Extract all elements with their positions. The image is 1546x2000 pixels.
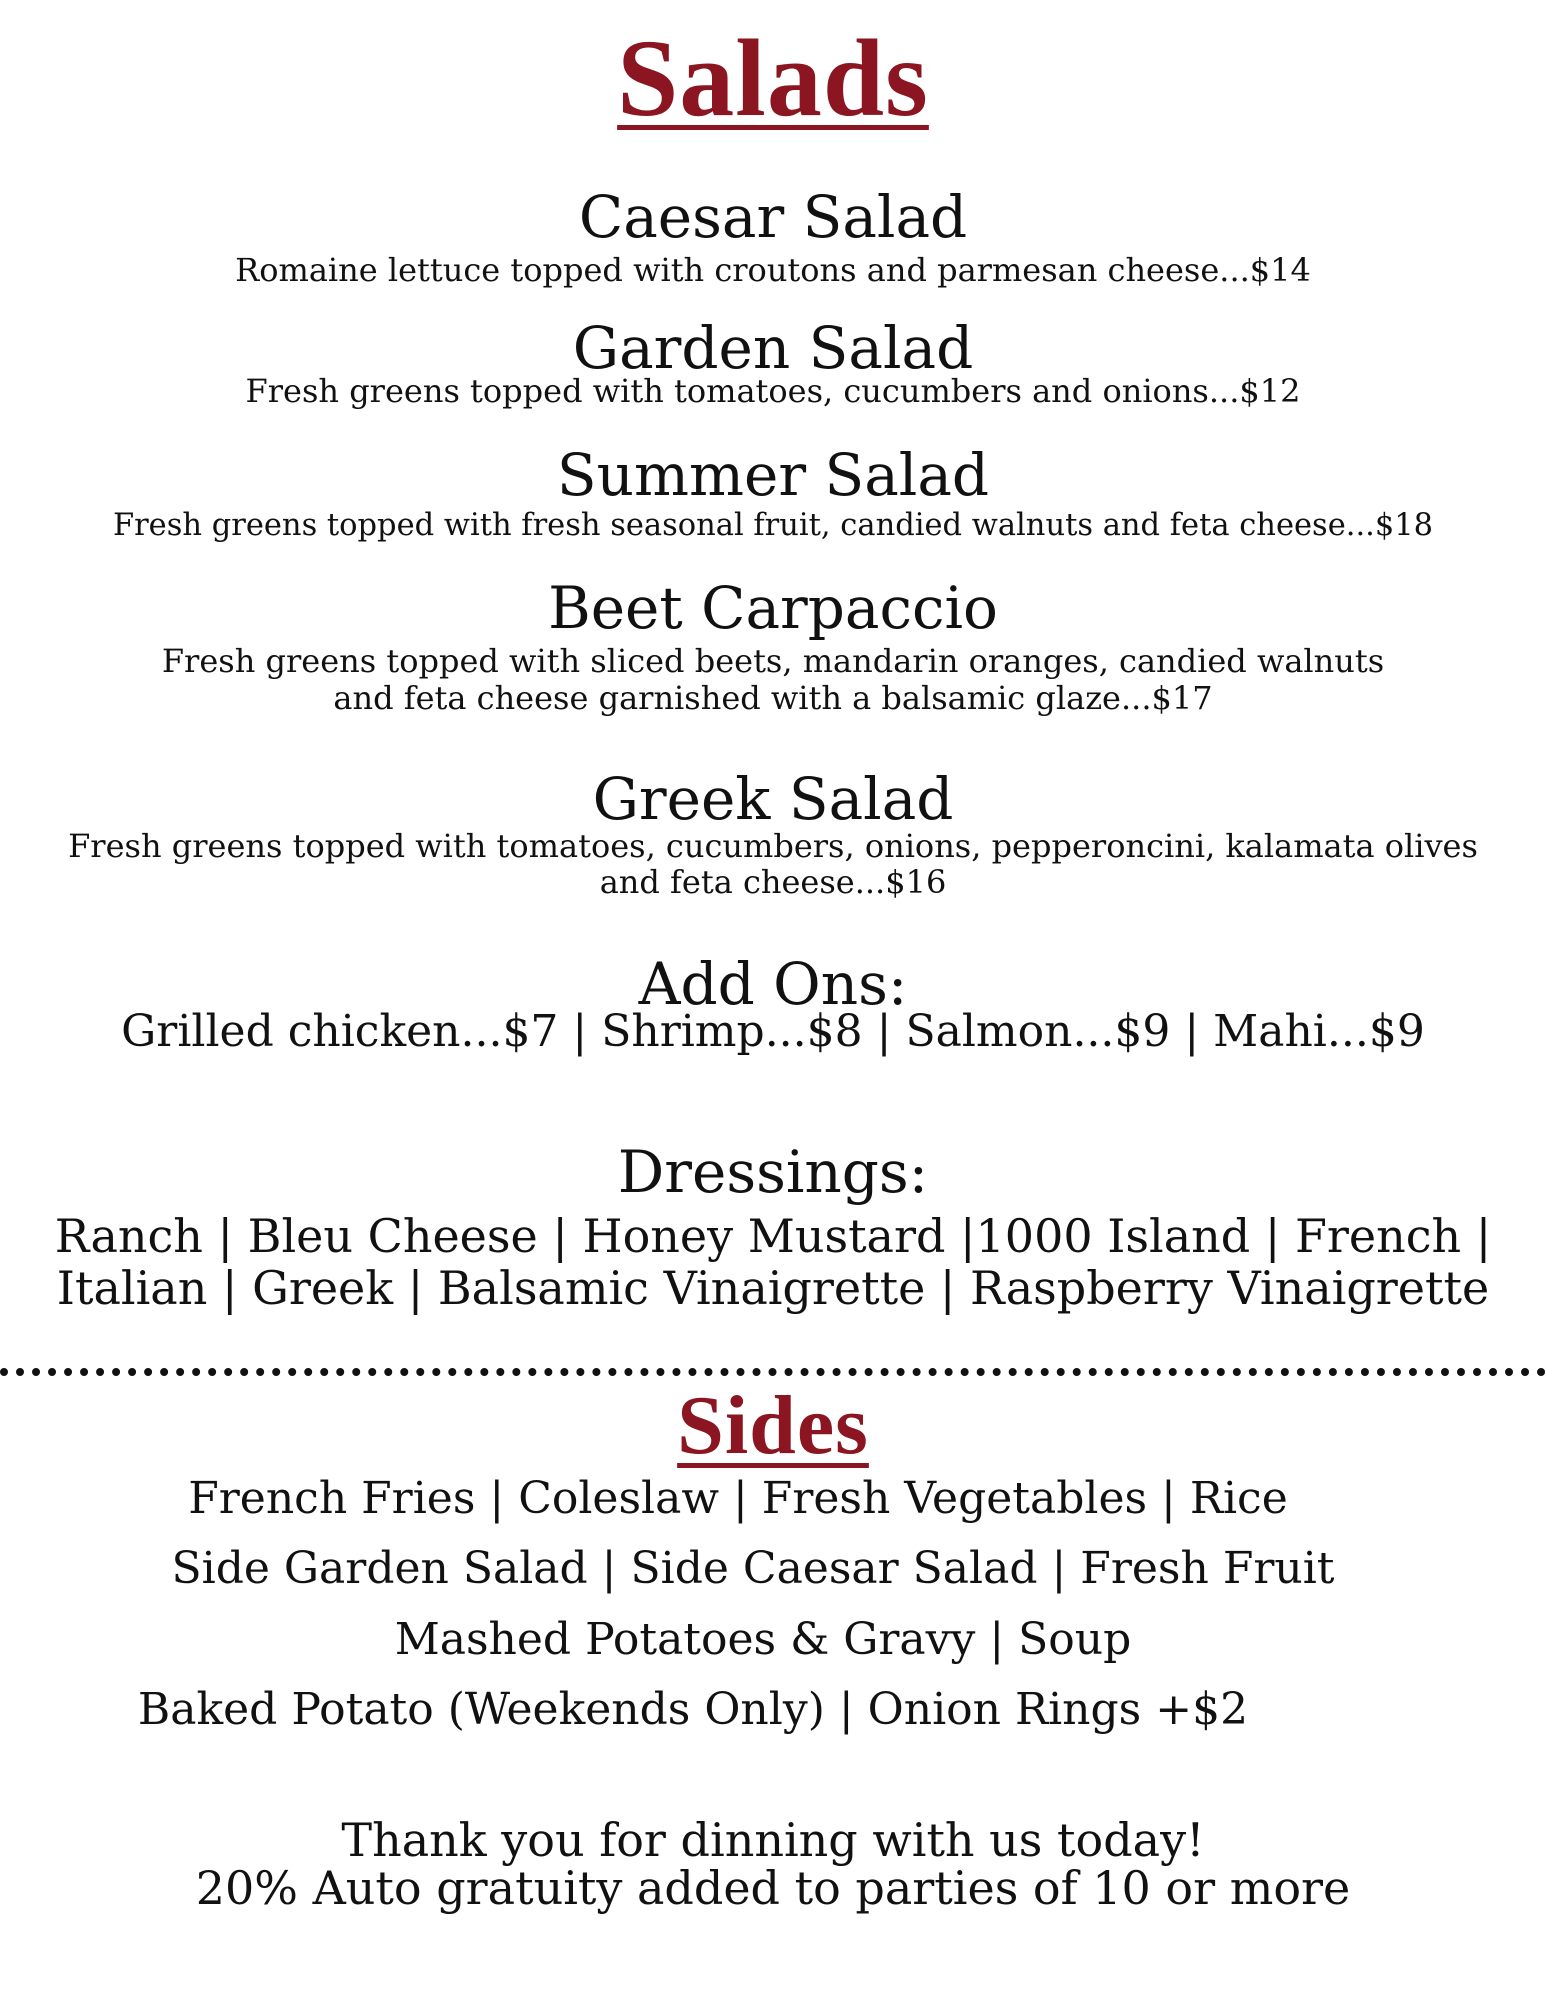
dressings-title: Dressings:	[617, 1138, 929, 1206]
beet-carpaccio-name: Beet Carpaccio	[548, 574, 998, 642]
add-ons-list: Grilled chicken...$7 | Shrimp...$8 | Salmon...$9 | Mahi...$9	[121, 1006, 1425, 1057]
sides-line-2: Side Garden Salad | Side Caesar Salad | Fresh Fruit	[171, 1543, 1335, 1594]
summer-salad-name: Summer Salad	[556, 441, 990, 509]
greek-salad-desc-2: and feta cheese...$16	[599, 863, 947, 901]
dressings-line-1: Ranch | Bleu Cheese | Honey Mustard |1000 Island | French |	[54, 1209, 1492, 1263]
add-ons-title: Add Ons:	[638, 950, 908, 1018]
garden-salad-name: Garden Salad	[572, 314, 974, 382]
section-divider	[0, 1368, 1546, 1376]
footer-thanks: Thank you for dinning with us today!	[341, 1813, 1205, 1867]
salads-title: Salads	[617, 17, 929, 139]
summer-salad-desc: Fresh greens topped with fresh seasonal fruit, candied walnuts and feta cheese...$18	[112, 508, 1434, 543]
caesar-salad-desc: Romaine lettuce topped with croutons and parmesan cheese...$14	[235, 251, 1311, 289]
sides-title: Sides	[677, 1379, 869, 1472]
sides-line-1: French Fries | Coleslaw | Fresh Vegetables | Rice	[188, 1473, 1288, 1524]
caesar-salad-name: Caesar Salad	[578, 183, 968, 251]
beet-carpaccio-desc-2: and feta cheese garnished with a balsamic glaze...$17	[333, 679, 1213, 717]
greek-salad-desc-1: Fresh greens topped with tomatoes, cucumbers, onions, pepperoncini, kalamata olives	[68, 827, 1478, 865]
sides-line-4: Baked Potato (Weekends Only) | Onion Rings +$2	[137, 1684, 1249, 1735]
dressings-line-2: Italian | Greek | Balsamic Vinaigrette | Raspberry Vinaigrette	[56, 1261, 1490, 1315]
garden-salad-desc: Fresh greens topped with tomatoes, cucumbers and onions...$12	[245, 372, 1301, 410]
sides-line-3: Mashed Potatoes & Gravy | Soup	[394, 1614, 1132, 1665]
footer-gratuity: 20% Auto gratuity added to parties of 10 or more	[195, 1861, 1351, 1915]
greek-salad-name: Greek Salad	[592, 765, 954, 833]
beet-carpaccio-desc-1: Fresh greens topped with sliced beets, mandarin oranges, candied walnuts	[161, 642, 1385, 680]
